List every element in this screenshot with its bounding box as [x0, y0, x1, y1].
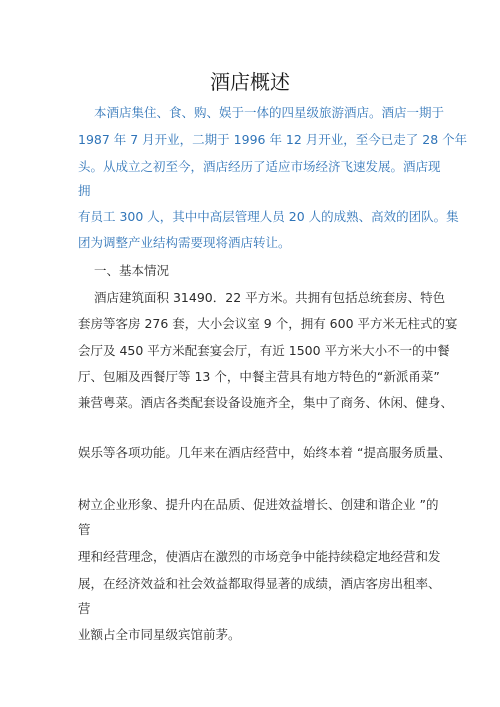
body-line-3: 会厅及 450 平方米配套宴会厅，有近 1500 平方米大小不一的中餐 — [78, 343, 450, 358]
body-line-12: 业额占全市同星级宾馆前茅。 — [78, 627, 241, 642]
intro-line-2: 1987 年 7 月开业，二期于 1996 年 12 月开业，至今已走了 28 个年 — [78, 132, 468, 147]
body-line-8: 管 — [78, 522, 91, 537]
section-heading-basic: 一、基本情况 — [94, 263, 170, 278]
body-line-5: 兼营粤菜。酒店各类配套设备设施齐全，集中了商务、休闲、健身、 — [78, 395, 454, 410]
body-line-4: 厅、包厢及西餐厅等 13 个，中餐主营具有地方特色的“新派甬菜” — [78, 369, 440, 384]
body-line-10: 展，在经济效益和社会效益都取得显著的成绩，酒店客房出租率、 — [78, 576, 441, 591]
intro-line-1: 本酒店集住、食、购、娱于一体的四星级旅游酒店。酒店一期于 — [94, 105, 445, 120]
intro-line-5: 有员工 300 人，其中中高层管理人员 20 人的成熟、高效的团队。集 — [78, 209, 459, 224]
body-line-7: 树立企业形象、提升内在品质、促进效益增长、创建和谐企业 ”的 — [78, 497, 439, 512]
body-line-11: 营 — [78, 601, 91, 616]
body-line-1: 酒店建筑面积 31490．22 平方米。共拥有包括总统套房、特色 — [94, 290, 446, 305]
body-line-6: 娱乐等各项功能。几年来在酒店经营中，始终本着 “提高服务质量、 — [78, 445, 451, 460]
page-title: 酒店概述 — [210, 70, 290, 94]
body-line-9: 理和经营理念，使酒店在激烈的市场竞争中能持续稳定地经营和发 — [78, 549, 441, 564]
intro-line-6: 团为调整产业结构需要现将酒店转让。 — [78, 235, 291, 250]
intro-line-3: 头。从成立之初至今，酒店经历了适应市场经济飞速发展。酒店现 — [78, 159, 441, 174]
body-line-2: 套房等客房 276 套，大小会议室 9 个，拥有 600 平方米无柱式的宴 — [78, 316, 458, 331]
intro-line-4: 拥 — [78, 183, 91, 198]
